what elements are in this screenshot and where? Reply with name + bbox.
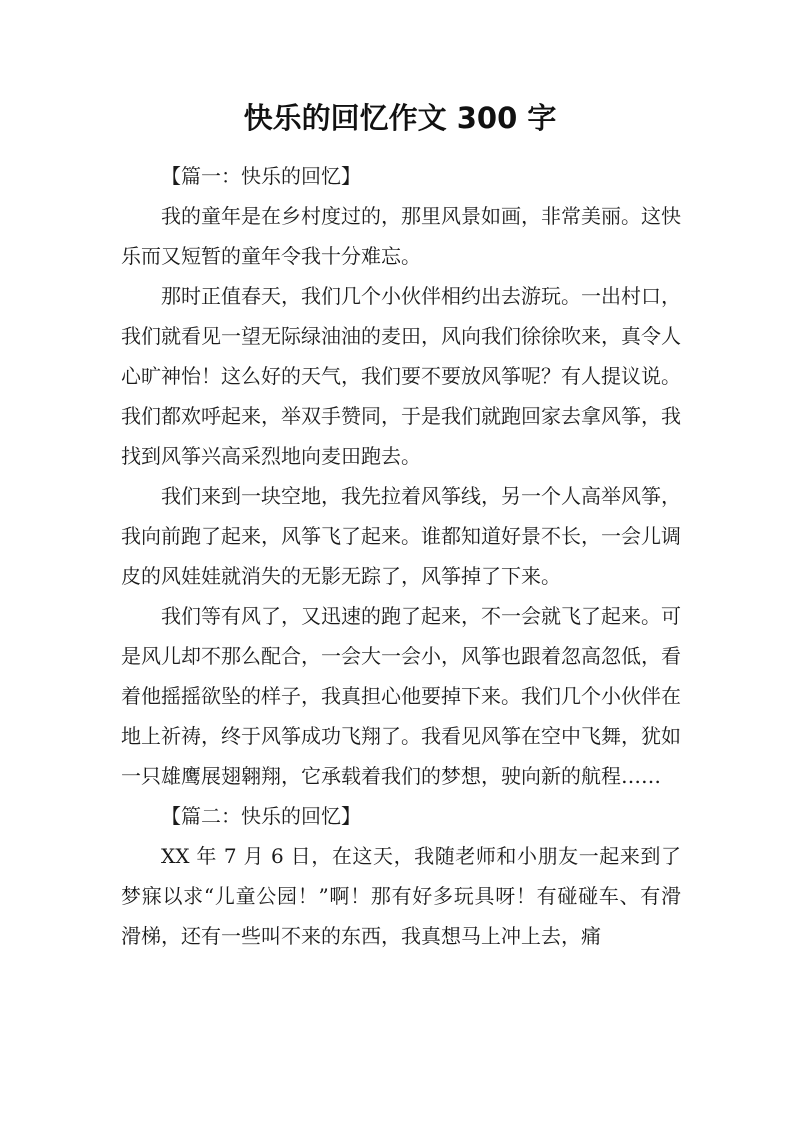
paragraph: 我们等有风了，又迅速的跑了起来，不一会就飞了起来。可是风儿却不那么配合，一会大一会小，风筝也跟着忽高忽低，看着他摇摇欲坠的样子，我真担心他要掉下来。我们几个小伙伴在地上祈祷，终于风筝成功飞翔了。我看见风筝在空中飞舞，犹如一只雄鹰展翅翱翔，它承载着我们的梦想，驶向新的航程…… xyxy=(121,604,681,788)
section-heading-2: 【篇二：快乐的回忆】 xyxy=(161,804,361,828)
paragraph: 那时正值春天，我们几个小伙伴相约出去游玩。一出村口，我们就看见一望无际绿油油的麦田，风向我们徐徐吹来，真令人心旷神怡！这么好的天气，我们要不要放风筝呢？有人提议说。我们都欢呼起来，举双手赞同，于是我们就跑回家去拿风筝，我找到风筝兴高采烈地向麦田跑去。 xyxy=(121,284,681,468)
section-heading-1: 【篇一：快乐的回忆】 xyxy=(161,164,361,188)
paragraph: XX 年 7 月 6 日，在这天，我随老师和小朋友一起来到了梦寐以求“儿童公园！”啊！那有好多玩具呀！有碰碰车、有滑滑梯，还有一些叫不来的东西，我真想马上冲上去，痛 xyxy=(121,844,681,948)
paragraph: 我的童年是在乡村度过的，那里风景如画，非常美丽。这快乐而又短暂的童年令我十分难忘。 xyxy=(121,204,681,268)
paragraph: 我们来到一块空地，我先拉着风筝线，另一个人高举风筝，我向前跑了起来，风筝飞了起来。谁都知道好景不长，一会儿调皮的风娃娃就消失的无影无踪了，风筝掉了下来。 xyxy=(121,484,681,588)
document-title: 快乐的回忆作文 300 字 xyxy=(243,101,557,135)
document-body xyxy=(121,156,681,956)
